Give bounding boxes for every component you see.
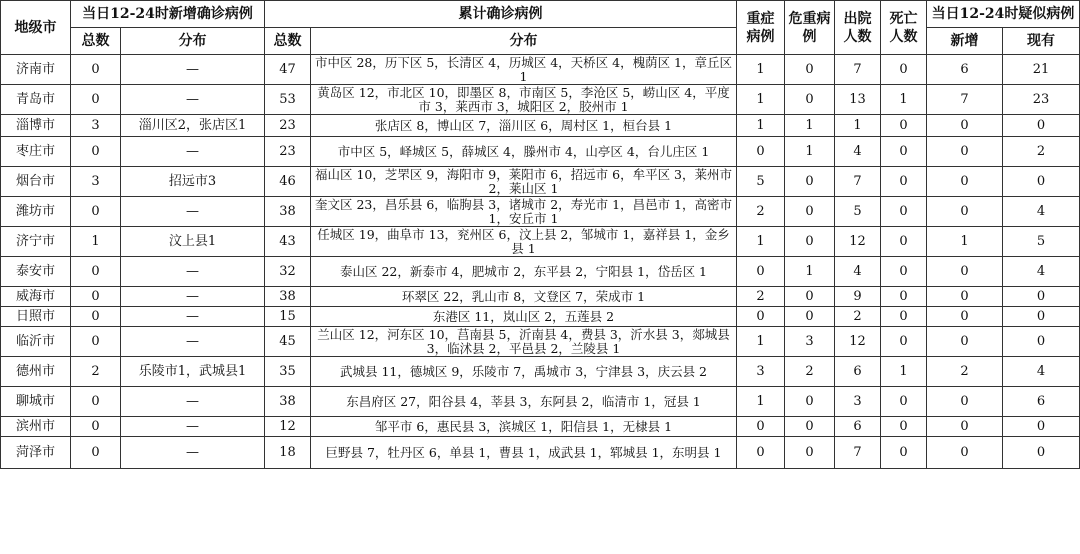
- header-row-1: [1, 1, 1080, 28]
- cell-new-total: 0: [71, 387, 121, 417]
- cell-city: 滨州市: [1, 417, 71, 437]
- cell-discharged: 6: [835, 357, 881, 387]
- cell-cum-total: 53: [265, 85, 311, 115]
- cell-new-distribution: —: [121, 387, 265, 417]
- cell-city: 泰安市: [1, 257, 71, 287]
- cell-suspect-new: 0: [927, 197, 1003, 227]
- cell-suspect-current: 0: [1003, 417, 1080, 437]
- cell-new-distribution: —: [121, 55, 265, 85]
- col-group-new-confirmed: 当日12-24时新增确诊病例: [71, 1, 265, 28]
- cell-new-distribution: 汶上县1: [121, 227, 265, 257]
- cell-critical: 0: [785, 55, 835, 85]
- cell-discharged: 7: [835, 437, 881, 469]
- table-row: [1, 307, 1080, 327]
- cell-new-distribution: —: [121, 257, 265, 287]
- cell-cum-total: 43: [265, 227, 311, 257]
- cell-discharged: 6: [835, 417, 881, 437]
- cell-critical: 0: [785, 167, 835, 197]
- cell-severe: 0: [737, 307, 785, 327]
- cell-cum-distribution: 市中区 5，峄城区 5，薛城区 4，滕州市 4，山亭区 4，台儿庄区 1: [311, 137, 737, 167]
- cell-suspect-new: 0: [927, 287, 1003, 307]
- cell-new-distribution: —: [121, 197, 265, 227]
- cell-suspect-new: 7: [927, 85, 1003, 115]
- cell-discharged: 1: [835, 115, 881, 137]
- cell-critical: 0: [785, 227, 835, 257]
- cell-cum-distribution: 邹平市 6，惠民县 3，滨城区 1，阳信县 1，无棣县 1: [311, 417, 737, 437]
- cell-discharged: 12: [835, 227, 881, 257]
- col-header-discharged: 出院人数: [835, 1, 881, 55]
- cell-new-total: 0: [71, 85, 121, 115]
- cell-new-total: 0: [71, 307, 121, 327]
- table-row: [1, 357, 1080, 387]
- cell-suspect-new: 0: [927, 437, 1003, 469]
- cell-critical: 0: [785, 387, 835, 417]
- cell-city: 烟台市: [1, 167, 71, 197]
- col-group-cumulative: 累计确诊病例: [265, 1, 737, 28]
- cell-cum-total: 15: [265, 307, 311, 327]
- cell-city: 德州市: [1, 357, 71, 387]
- cell-city: 聊城市: [1, 387, 71, 417]
- cell-new-distribution: 招远市3: [121, 167, 265, 197]
- cell-suspect-new: 6: [927, 55, 1003, 85]
- cell-cum-distribution: 市中区 28，历下区 5，长清区 4，历城区 4，天桥区 4，槐荫区 1，章丘区 1: [311, 55, 737, 85]
- cell-new-distribution: —: [121, 327, 265, 357]
- col-header-city: 地级市: [1, 1, 71, 55]
- cell-deaths: 0: [881, 55, 927, 85]
- cell-city: 枣庄市: [1, 137, 71, 167]
- cell-deaths: 1: [881, 357, 927, 387]
- cell-suspect-new: 0: [927, 327, 1003, 357]
- cell-suspect-current: 6: [1003, 387, 1080, 417]
- cell-new-distribution: —: [121, 287, 265, 307]
- cell-new-total: 0: [71, 417, 121, 437]
- cell-cum-distribution: 环翠区 22，乳山市 8，文登区 7，荣成市 1: [311, 287, 737, 307]
- cell-discharged: 7: [835, 55, 881, 85]
- cell-suspect-new: 0: [927, 387, 1003, 417]
- cell-suspect-current: 4: [1003, 357, 1080, 387]
- cell-critical: 0: [785, 85, 835, 115]
- cell-severe: 0: [737, 137, 785, 167]
- cell-cum-distribution: 兰山区 12，河东区 10，莒南县 5，沂南县 4，费县 3，沂水县 3，郯城县 3，临沭县 2，平邑县 2，兰陵县 1: [311, 327, 737, 357]
- table-row: [1, 55, 1080, 85]
- cell-city: 潍坊市: [1, 197, 71, 227]
- cell-suspect-current: 23: [1003, 85, 1080, 115]
- cell-cum-distribution: 福山区 10，芝罘区 9，海阳市 9，莱阳市 6，招远市 6，牟平区 3，莱州市 2，莱山区 1: [311, 167, 737, 197]
- cell-new-total: 0: [71, 257, 121, 287]
- table-row: [1, 85, 1080, 115]
- cell-cum-total: 23: [265, 115, 311, 137]
- cell-cum-total: 38: [265, 287, 311, 307]
- cell-severe: 1: [737, 115, 785, 137]
- cell-critical: 2: [785, 357, 835, 387]
- cell-cum-total: 23: [265, 137, 311, 167]
- cell-deaths: 0: [881, 115, 927, 137]
- cell-new-total: 0: [71, 327, 121, 357]
- cell-suspect-current: 4: [1003, 257, 1080, 287]
- cell-critical: 0: [785, 307, 835, 327]
- cell-suspect-current: 0: [1003, 167, 1080, 197]
- cell-new-distribution: —: [121, 417, 265, 437]
- col-header-new-total: 总数: [71, 28, 121, 55]
- cell-discharged: 2: [835, 307, 881, 327]
- cell-new-total: 3: [71, 167, 121, 197]
- table-row: [1, 257, 1080, 287]
- cell-new-distribution: —: [121, 437, 265, 469]
- cell-city: 临沂市: [1, 327, 71, 357]
- cell-deaths: 1: [881, 85, 927, 115]
- cell-suspect-new: 0: [927, 257, 1003, 287]
- cell-deaths: 0: [881, 287, 927, 307]
- cell-new-distribution: —: [121, 85, 265, 115]
- cell-discharged: 3: [835, 387, 881, 417]
- cell-critical: 3: [785, 327, 835, 357]
- cell-discharged: 12: [835, 327, 881, 357]
- cell-discharged: 7: [835, 167, 881, 197]
- cell-deaths: 0: [881, 387, 927, 417]
- table-row: [1, 137, 1080, 167]
- cell-city: 淄博市: [1, 115, 71, 137]
- cell-severe: 1: [737, 327, 785, 357]
- cell-deaths: 0: [881, 167, 927, 197]
- cell-suspect-new: 2: [927, 357, 1003, 387]
- cell-city: 日照市: [1, 307, 71, 327]
- cell-cum-distribution: 黄岛区 12，市北区 10，即墨区 8，市南区 5，李沧区 5，崂山区 4，平度市 3，莱西市 3，城阳区 2，胶州市 1: [311, 85, 737, 115]
- cell-cum-total: 46: [265, 167, 311, 197]
- col-header-cum-distribution: 分布: [311, 28, 737, 55]
- table-row: [1, 287, 1080, 307]
- cell-deaths: 0: [881, 437, 927, 469]
- cell-discharged: 4: [835, 257, 881, 287]
- cell-suspect-current: 0: [1003, 287, 1080, 307]
- cell-city: 青岛市: [1, 85, 71, 115]
- cell-suspect-new: 0: [927, 307, 1003, 327]
- cell-severe: 0: [737, 417, 785, 437]
- cell-city: 菏泽市: [1, 437, 71, 469]
- cell-deaths: 0: [881, 307, 927, 327]
- table-header: [1, 1, 1080, 55]
- cell-critical: 1: [785, 257, 835, 287]
- table-row: [1, 167, 1080, 197]
- cell-cum-total: 32: [265, 257, 311, 287]
- cell-severe: 1: [737, 55, 785, 85]
- cell-severe: 2: [737, 287, 785, 307]
- cell-cum-distribution: 任城区 19，曲阜市 13，兖州区 6，汶上县 2，邹城市 1，嘉祥县 1，金乡县 1: [311, 227, 737, 257]
- cell-discharged: 5: [835, 197, 881, 227]
- cell-suspect-current: 0: [1003, 437, 1080, 469]
- cell-new-total: 0: [71, 437, 121, 469]
- cell-critical: 0: [785, 197, 835, 227]
- table-row: [1, 417, 1080, 437]
- cell-cum-distribution: 东昌府区 27，阳谷县 4，莘县 3，东阿县 2，临清市 1，冠县 1: [311, 387, 737, 417]
- table-row: [1, 437, 1080, 469]
- cell-cum-distribution: 泰山区 22，新泰市 4，肥城市 2，东平县 2，宁阳县 1，岱岳区 1: [311, 257, 737, 287]
- cell-new-distribution: —: [121, 307, 265, 327]
- cell-critical: 0: [785, 437, 835, 469]
- cell-suspect-new: 1: [927, 227, 1003, 257]
- col-header-suspect-current: 现有: [1003, 28, 1080, 55]
- cell-new-distribution: 乐陵市1，武城县1: [121, 357, 265, 387]
- cell-suspect-current: 0: [1003, 327, 1080, 357]
- col-header-new-distribution: 分布: [121, 28, 265, 55]
- cell-suspect-current: 5: [1003, 227, 1080, 257]
- cell-discharged: 4: [835, 137, 881, 167]
- cell-suspect-new: 0: [927, 167, 1003, 197]
- col-group-suspected: 当日12-24时疑似病例: [927, 1, 1080, 28]
- col-header-suspect-new: 新增: [927, 28, 1003, 55]
- cell-severe: 0: [737, 437, 785, 469]
- table-row: [1, 115, 1080, 137]
- cell-new-total: 0: [71, 137, 121, 167]
- cell-severe: 1: [737, 387, 785, 417]
- cell-suspect-current: 0: [1003, 307, 1080, 327]
- table-row: [1, 327, 1080, 357]
- cell-new-total: 3: [71, 115, 121, 137]
- cell-cum-distribution: 武城县 11，德城区 9，乐陵市 7，禹城市 3，宁津县 3，庆云县 2: [311, 357, 737, 387]
- cell-critical: 0: [785, 287, 835, 307]
- cell-cum-total: 38: [265, 197, 311, 227]
- cell-severe: 1: [737, 227, 785, 257]
- cell-suspect-current: 2: [1003, 137, 1080, 167]
- col-header-deaths: 死亡人数: [881, 1, 927, 55]
- cell-suspect-new: 0: [927, 115, 1003, 137]
- cell-suspect-current: 0: [1003, 115, 1080, 137]
- cell-cum-total: 35: [265, 357, 311, 387]
- cell-new-total: 1: [71, 227, 121, 257]
- cell-cum-distribution: 巨野县 7，牡丹区 6，单县 1，曹县 1，成武县 1，郓城县 1，东明县 1: [311, 437, 737, 469]
- table-body: [1, 55, 1080, 469]
- cell-new-total: 2: [71, 357, 121, 387]
- cell-deaths: 0: [881, 197, 927, 227]
- cell-new-distribution: 淄川区2，张店区1: [121, 115, 265, 137]
- cell-discharged: 9: [835, 287, 881, 307]
- cell-cum-distribution: 奎文区 23，昌乐县 6，临朐县 3，诸城市 2，寿光市 1，昌邑市 1，高密市 1，安丘市 1: [311, 197, 737, 227]
- cell-critical: 1: [785, 137, 835, 167]
- cell-deaths: 0: [881, 257, 927, 287]
- cell-cum-distribution: 东港区 11，岚山区 2，五莲县 2: [311, 307, 737, 327]
- cell-new-total: 0: [71, 55, 121, 85]
- cell-discharged: 13: [835, 85, 881, 115]
- table-row: [1, 227, 1080, 257]
- cell-suspect-current: 4: [1003, 197, 1080, 227]
- table-row: [1, 197, 1080, 227]
- cell-deaths: 0: [881, 327, 927, 357]
- cell-city: 济南市: [1, 55, 71, 85]
- table-row: [1, 387, 1080, 417]
- cell-suspect-current: 21: [1003, 55, 1080, 85]
- cell-cum-total: 18: [265, 437, 311, 469]
- cell-cum-total: 12: [265, 417, 311, 437]
- cell-cum-distribution: 张店区 8，博山区 7，淄川区 6，周村区 1，桓台县 1: [311, 115, 737, 137]
- col-header-cum-total: 总数: [265, 28, 311, 55]
- cell-deaths: 0: [881, 137, 927, 167]
- cell-severe: 5: [737, 167, 785, 197]
- cell-new-total: 0: [71, 197, 121, 227]
- cell-critical: 0: [785, 417, 835, 437]
- cell-city: 济宁市: [1, 227, 71, 257]
- cell-cum-total: 47: [265, 55, 311, 85]
- cell-cum-total: 45: [265, 327, 311, 357]
- cell-city: 威海市: [1, 287, 71, 307]
- cell-cum-total: 38: [265, 387, 311, 417]
- cell-suspect-new: 0: [927, 137, 1003, 167]
- cell-severe: 0: [737, 257, 785, 287]
- col-header-severe: 重症病例: [737, 1, 785, 55]
- cell-suspect-new: 0: [927, 417, 1003, 437]
- col-header-critical: 危重病例: [785, 1, 835, 55]
- cell-deaths: 0: [881, 227, 927, 257]
- cell-severe: 3: [737, 357, 785, 387]
- cell-deaths: 0: [881, 417, 927, 437]
- cell-severe: 2: [737, 197, 785, 227]
- cell-new-distribution: —: [121, 137, 265, 167]
- cell-new-total: 0: [71, 287, 121, 307]
- cell-critical: 1: [785, 115, 835, 137]
- cell-severe: 1: [737, 85, 785, 115]
